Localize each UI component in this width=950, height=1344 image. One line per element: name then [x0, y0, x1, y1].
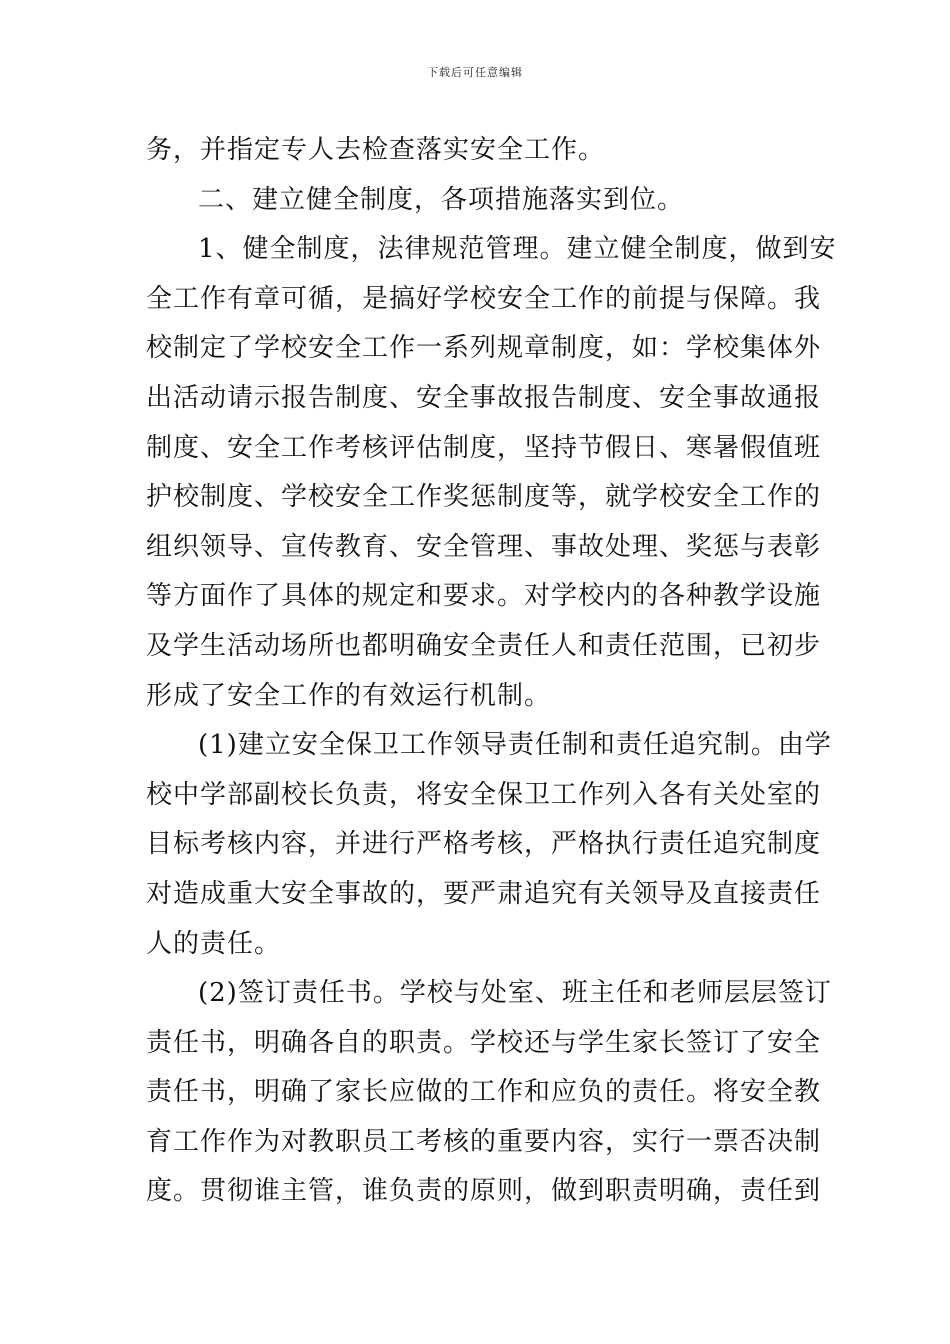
text-line: 务，并指定专人去检查落实安全工作。 [146, 135, 606, 165]
text-line: 护校制度、学校安全工作奖惩制度等，就学校安全工作的 [146, 482, 822, 513]
text-line: 出活动请示报告制度、安全事故报告制度、安全事故通报 [146, 382, 822, 413]
text-line: (2)签订责任书。学校与处室、班主任和老师层层签订 [198, 978, 832, 1009]
text-line: 及学生活动场所也都明确安全责任人和责任范围，已初步 [146, 630, 822, 661]
text-line: 对造成重大安全事故的，要严肃追究有关领导及直接责任 [146, 878, 822, 909]
text-line: 制度、安全工作考核评估制度，坚持节假日、寒暑假值班 [146, 432, 822, 463]
document-body [146, 126, 837, 1217]
text-line: 度。贯彻谁主管，谁负责的原则，做到职责明确，责任到 [146, 1176, 822, 1207]
text-line: 育工作作为对教职员工考核的重要内容，实行一票否决制 [146, 1126, 822, 1157]
section-heading: 二、建立健全制度，各项措施落实到位。 [198, 184, 685, 215]
text-line: 等方面作了具体的规定和要求。对学校内的各种教学设施 [146, 581, 822, 612]
page-header-note: 下载后可任意编辑 [427, 66, 523, 79]
text-line: (1)建立安全保卫工作领导责任制和责任追究制。由学 [198, 730, 832, 761]
text-line: 全工作有章可循，是搞好学校安全工作的前提与保障。我 [146, 283, 822, 314]
text-line: 人的责任。 [146, 928, 282, 959]
text-line: 校中学部副校长负责，将安全保卫工作列入各有关处室的 [146, 779, 822, 810]
text-line: 目标考核内容，并进行严格考核，严格执行责任追究制度 [146, 829, 822, 860]
text-line: 1、健全制度，法律规范管理。建立健全制度，做到安 [198, 234, 837, 265]
text-line: 责任书，明确各自的职责。学校还与学生家长签订了安全 [146, 1027, 822, 1058]
text-line: 责任书，明确了家长应做的工作和应负的责任。将安全教 [146, 1077, 822, 1108]
text-line: 形成了安全工作的有效运行机制。 [146, 680, 552, 711]
text-line: 校制定了学校安全工作一系列规章制度，如：学校集体外 [146, 333, 822, 364]
text-line: 组织领导、宣传教育、安全管理、事故处理、奖惩与表彰 [146, 531, 822, 562]
